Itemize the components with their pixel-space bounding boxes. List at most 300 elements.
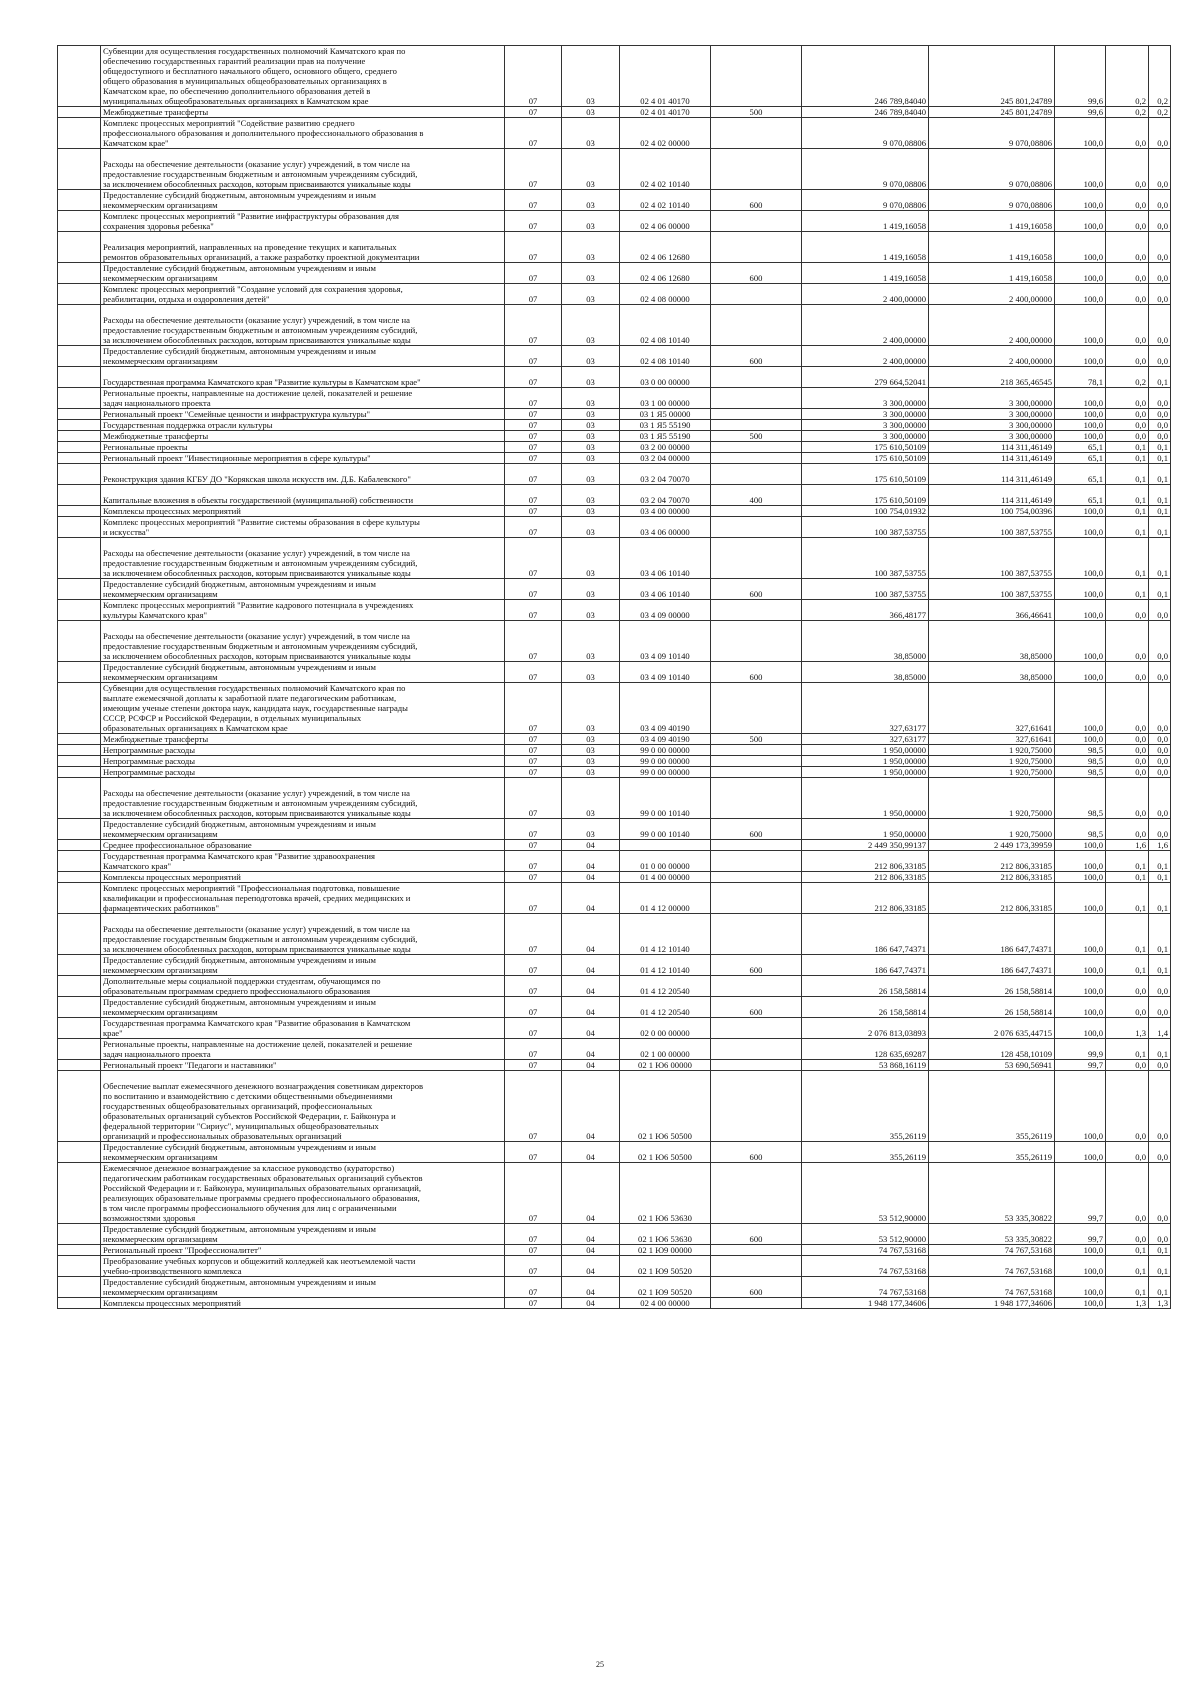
share-plan-cell: 0,1 [1106, 1277, 1149, 1298]
share-fact-cell: 0,0 [1149, 778, 1171, 819]
table-row [58, 1060, 1171, 1071]
share-plan-cell: 0,0 [1106, 683, 1149, 734]
share-fact-cell: 0,1 [1149, 914, 1171, 955]
section-code-cell: 07 [505, 149, 562, 190]
planned-amount-cell: 212 806,33185 [802, 872, 929, 883]
empty-cell [58, 851, 101, 872]
table-row [58, 914, 1171, 955]
expense-name-cell: Расходы на обеспечение деятельности (оказание услуг) учреждений, в том числе на предоставление государственным бюджетным и автономным учреждениям субсидий, за исключением обособленных расходов, которым присваиваются уникальные коды [101, 305, 505, 346]
share-fact-cell: 0,0 [1149, 662, 1171, 683]
share-fact-cell: 0,1 [1149, 506, 1171, 517]
execution-percent-cell: 100,0 [1055, 683, 1106, 734]
target-article-cell: 02 4 08 10140 [620, 305, 711, 346]
share-fact-cell: 0,1 [1149, 485, 1171, 506]
planned-amount-cell: 2 076 813,03893 [802, 1018, 929, 1039]
table-row [58, 955, 1171, 976]
actual-amount-cell: 212 806,33185 [929, 883, 1055, 914]
section-code-cell: 07 [505, 914, 562, 955]
budget-table-sheet [57, 45, 1170, 1309]
table-row [58, 1224, 1171, 1245]
target-article-cell: 02 1 Ю9 00000 [620, 1245, 711, 1256]
actual-amount-cell: 3 300,00000 [929, 431, 1055, 442]
execution-percent-cell: 100,0 [1055, 118, 1106, 149]
section-code-cell: 07 [505, 851, 562, 872]
subsection-code-cell: 03 [562, 819, 620, 840]
share-fact-cell: 0,0 [1149, 211, 1171, 232]
section-code-cell: 07 [505, 955, 562, 976]
share-plan-cell: 0,0 [1106, 284, 1149, 305]
share-plan-cell: 1,6 [1106, 840, 1149, 851]
subsection-code-cell: 03 [562, 211, 620, 232]
share-plan-cell: 0,1 [1106, 872, 1149, 883]
subsection-code-cell: 04 [562, 1039, 620, 1060]
share-fact-cell: 0,0 [1149, 431, 1171, 442]
share-fact-cell: 0,0 [1149, 683, 1171, 734]
planned-amount-cell: 100 387,53755 [802, 517, 929, 538]
share-fact-cell: 0,0 [1149, 232, 1171, 263]
expense-name-cell: Государственная поддержка отрасли культуры [101, 420, 505, 431]
expense-type-cell: 600 [711, 662, 802, 683]
subsection-code-cell: 04 [562, 1245, 620, 1256]
share-fact-cell: 0,0 [1149, 745, 1171, 756]
share-fact-cell: 0,0 [1149, 734, 1171, 745]
target-article-cell: 01 4 12 10140 [620, 955, 711, 976]
planned-amount-cell: 38,85000 [802, 621, 929, 662]
subsection-code-cell: 03 [562, 263, 620, 284]
expense-type-cell [711, 1039, 802, 1060]
share-plan-cell: 0,0 [1106, 149, 1149, 190]
expense-name-cell: Комплекс процессных мероприятий "Развитие кадрового потенциала в учреждениях культуры Камчатского края" [101, 600, 505, 621]
share-plan-cell: 0,0 [1106, 431, 1149, 442]
empty-cell [58, 485, 101, 506]
section-code-cell: 07 [505, 1224, 562, 1245]
share-plan-cell: 0,0 [1106, 662, 1149, 683]
section-code-cell: 07 [505, 517, 562, 538]
planned-amount-cell: 2 400,00000 [802, 346, 929, 367]
target-article-cell: 03 1 Я5 00000 [620, 409, 711, 420]
subsection-code-cell: 04 [562, 976, 620, 997]
expense-type-cell [711, 232, 802, 263]
planned-amount-cell: 327,63177 [802, 734, 929, 745]
planned-amount-cell: 366,48177 [802, 600, 929, 621]
target-article-cell: 99 0 00 10140 [620, 778, 711, 819]
share-fact-cell: 0,1 [1149, 1039, 1171, 1060]
empty-cell [58, 819, 101, 840]
execution-percent-cell: 100,0 [1055, 1256, 1106, 1277]
execution-percent-cell: 98,5 [1055, 767, 1106, 778]
table-row [58, 232, 1171, 263]
expense-name-cell: Региональный проект "Семейные ценности и инфраструктура культуры" [101, 409, 505, 420]
empty-cell [58, 997, 101, 1018]
share-plan-cell: 0,1 [1106, 453, 1149, 464]
table-row [58, 1163, 1171, 1224]
expense-name-cell: Региональный проект "Профессионалитет" [101, 1245, 505, 1256]
section-code-cell: 07 [505, 453, 562, 464]
empty-cell [58, 1163, 101, 1224]
table-row [58, 1142, 1171, 1163]
expense-type-cell [711, 420, 802, 431]
table-row [58, 211, 1171, 232]
table-row [58, 388, 1171, 409]
expense-name-cell: Предоставление субсидий бюджетным, автономным учреждениям и иным некоммерческим организациям [101, 346, 505, 367]
actual-amount-cell: 1 920,75000 [929, 778, 1055, 819]
planned-amount-cell: 9 070,08806 [802, 149, 929, 190]
expense-name-cell: Предоставление субсидий бюджетным, автономным учреждениям и иным некоммерческим организациям [101, 1142, 505, 1163]
actual-amount-cell: 218 365,46545 [929, 367, 1055, 388]
section-code-cell: 07 [505, 367, 562, 388]
execution-percent-cell: 100,0 [1055, 211, 1106, 232]
table-row [58, 1245, 1171, 1256]
subsection-code-cell: 03 [562, 756, 620, 767]
actual-amount-cell: 1 948 177,34606 [929, 1298, 1055, 1309]
execution-percent-cell: 78,1 [1055, 367, 1106, 388]
share-fact-cell: 1,4 [1149, 1018, 1171, 1039]
table-row [58, 149, 1171, 190]
execution-percent-cell: 99,9 [1055, 1039, 1106, 1060]
expense-type-cell [711, 46, 802, 107]
subsection-code-cell: 04 [562, 1277, 620, 1298]
table-row [58, 819, 1171, 840]
section-code-cell: 07 [505, 1039, 562, 1060]
subsection-code-cell: 03 [562, 149, 620, 190]
empty-cell [58, 734, 101, 745]
share-fact-cell: 0,1 [1149, 1245, 1171, 1256]
execution-percent-cell: 98,5 [1055, 819, 1106, 840]
share-fact-cell: 0,0 [1149, 305, 1171, 346]
expense-type-cell [711, 506, 802, 517]
expense-type-cell [711, 1245, 802, 1256]
execution-percent-cell: 100,0 [1055, 1298, 1106, 1309]
expense-type-cell [711, 1163, 802, 1224]
execution-percent-cell: 100,0 [1055, 1245, 1106, 1256]
actual-amount-cell: 2 400,00000 [929, 305, 1055, 346]
share-plan-cell: 0,1 [1106, 883, 1149, 914]
empty-cell [58, 872, 101, 883]
share-plan-cell: 0,0 [1106, 1224, 1149, 1245]
subsection-code-cell: 03 [562, 442, 620, 453]
table-row [58, 1071, 1171, 1142]
planned-amount-cell: 3 300,00000 [802, 388, 929, 409]
target-article-cell: 02 1 Ю6 00000 [620, 1060, 711, 1071]
target-article-cell: 01 4 12 20540 [620, 976, 711, 997]
planned-amount-cell: 9 070,08806 [802, 190, 929, 211]
actual-amount-cell: 114 311,46149 [929, 453, 1055, 464]
share-fact-cell: 0,1 [1149, 367, 1171, 388]
expense-type-cell [711, 1298, 802, 1309]
target-article-cell: 02 4 08 10140 [620, 346, 711, 367]
actual-amount-cell: 245 801,24789 [929, 46, 1055, 107]
empty-cell [58, 46, 101, 107]
table-row [58, 442, 1171, 453]
actual-amount-cell: 26 158,58814 [929, 997, 1055, 1018]
target-article-cell: 03 4 09 40190 [620, 734, 711, 745]
table-row [58, 997, 1171, 1018]
subsection-code-cell: 03 [562, 190, 620, 211]
target-article-cell: 99 0 00 10140 [620, 819, 711, 840]
execution-percent-cell: 100,0 [1055, 1018, 1106, 1039]
share-plan-cell: 0,0 [1106, 819, 1149, 840]
share-plan-cell: 0,1 [1106, 579, 1149, 600]
expense-name-cell: Обеспечение выплат ежемесячного денежного вознаграждения советникам директоров по воспитанию и взаимодействию с детскими общественными объединениями государственных общеобразовательных организаций, профессиональных образовательных организаций субъектов Российской Федерации, г. Байконура и федеральной территории "Сириус", муниципальных общеобразовательных организаций и профессиональных образовательных организаций [101, 1071, 505, 1142]
share-plan-cell: 0,0 [1106, 621, 1149, 662]
share-fact-cell: 0,1 [1149, 1256, 1171, 1277]
subsection-code-cell: 03 [562, 579, 620, 600]
empty-cell [58, 1245, 101, 1256]
subsection-code-cell: 04 [562, 1060, 620, 1071]
section-code-cell: 07 [505, 819, 562, 840]
share-fact-cell: 0,1 [1149, 538, 1171, 579]
share-plan-cell: 0,1 [1106, 442, 1149, 453]
share-plan-cell: 0,0 [1106, 118, 1149, 149]
planned-amount-cell: 2 449 350,99137 [802, 840, 929, 851]
target-article-cell: 02 4 00 00000 [620, 1298, 711, 1309]
planned-amount-cell: 53 512,90000 [802, 1163, 929, 1224]
execution-percent-cell: 100,0 [1055, 346, 1106, 367]
subsection-code-cell: 04 [562, 840, 620, 851]
target-article-cell: 02 4 06 12680 [620, 232, 711, 263]
subsection-code-cell: 03 [562, 506, 620, 517]
actual-amount-cell: 74 767,53168 [929, 1245, 1055, 1256]
section-code-cell: 07 [505, 872, 562, 883]
execution-percent-cell: 100,0 [1055, 662, 1106, 683]
share-fact-cell: 1,3 [1149, 1298, 1171, 1309]
empty-cell [58, 107, 101, 118]
table-row [58, 367, 1171, 388]
subsection-code-cell: 04 [562, 1163, 620, 1224]
actual-amount-cell: 100 754,00396 [929, 506, 1055, 517]
section-code-cell: 07 [505, 1018, 562, 1039]
execution-percent-cell: 65,1 [1055, 442, 1106, 453]
empty-cell [58, 464, 101, 485]
empty-cell [58, 745, 101, 756]
expense-name-cell: Предоставление субсидий бюджетным, автономным учреждениям и иным некоммерческим организациям [101, 1224, 505, 1245]
empty-cell [58, 1142, 101, 1163]
table-row [58, 579, 1171, 600]
expense-name-cell: Комплекс процессных мероприятий "Содействие развитию среднего профессионального образования и дополнительного профессионального образования в Камчатском крае" [101, 118, 505, 149]
empty-cell [58, 538, 101, 579]
target-article-cell: 03 4 09 10140 [620, 621, 711, 662]
subsection-code-cell: 04 [562, 872, 620, 883]
target-article-cell: 01 4 00 00000 [620, 872, 711, 883]
target-article-cell: 02 4 06 00000 [620, 211, 711, 232]
expense-type-cell: 600 [711, 1224, 802, 1245]
subsection-code-cell: 03 [562, 420, 620, 431]
empty-cell [58, 1060, 101, 1071]
section-code-cell: 07 [505, 346, 562, 367]
share-fact-cell: 0,0 [1149, 190, 1171, 211]
expense-type-cell: 600 [711, 1277, 802, 1298]
table-row [58, 872, 1171, 883]
planned-amount-cell: 175 610,50109 [802, 485, 929, 506]
expense-name-cell: Межбюджетные трансферты [101, 431, 505, 442]
section-code-cell: 07 [505, 976, 562, 997]
execution-percent-cell: 100,0 [1055, 883, 1106, 914]
target-article-cell: 03 4 09 00000 [620, 600, 711, 621]
target-article-cell: 01 4 12 20540 [620, 997, 711, 1018]
execution-percent-cell: 100,0 [1055, 284, 1106, 305]
share-fact-cell: 0,1 [1149, 883, 1171, 914]
table-row [58, 409, 1171, 420]
empty-cell [58, 1277, 101, 1298]
empty-cell [58, 914, 101, 955]
expense-type-cell [711, 305, 802, 346]
expense-name-cell: Государственная программа Камчатского края "Развитие здравоохранения Камчатского края" [101, 851, 505, 872]
target-article-cell: 02 4 02 10140 [620, 149, 711, 190]
planned-amount-cell: 53 868,16119 [802, 1060, 929, 1071]
expense-type-cell [711, 1256, 802, 1277]
empty-cell [58, 506, 101, 517]
execution-percent-cell: 100,0 [1055, 506, 1106, 517]
section-code-cell: 07 [505, 621, 562, 662]
share-plan-cell: 0,0 [1106, 211, 1149, 232]
actual-amount-cell: 9 070,08806 [929, 149, 1055, 190]
section-code-cell: 07 [505, 756, 562, 767]
planned-amount-cell: 1 950,00000 [802, 745, 929, 756]
expense-name-cell: Расходы на обеспечение деятельности (оказание услуг) учреждений, в том числе на предоставление государственным бюджетным и автономным учреждениям субсидий, за исключением обособленных расходов, которым присваиваются уникальные коды [101, 778, 505, 819]
empty-cell [58, 409, 101, 420]
share-plan-cell: 0,0 [1106, 997, 1149, 1018]
planned-amount-cell: 100 387,53755 [802, 579, 929, 600]
table-row [58, 1018, 1171, 1039]
actual-amount-cell: 327,61641 [929, 734, 1055, 745]
empty-cell [58, 431, 101, 442]
target-article-cell: 02 4 08 00000 [620, 284, 711, 305]
empty-cell [58, 840, 101, 851]
share-plan-cell: 0,0 [1106, 409, 1149, 420]
execution-percent-cell: 99,7 [1055, 1163, 1106, 1224]
target-article-cell: 02 1 Ю6 50500 [620, 1071, 711, 1142]
section-code-cell: 07 [505, 883, 562, 914]
subsection-code-cell: 03 [562, 453, 620, 464]
share-plan-cell: 0,0 [1106, 1163, 1149, 1224]
share-plan-cell: 0,1 [1106, 464, 1149, 485]
execution-percent-cell: 100,0 [1055, 388, 1106, 409]
share-fact-cell: 0,0 [1149, 621, 1171, 662]
execution-percent-cell: 100,0 [1055, 734, 1106, 745]
planned-amount-cell: 26 158,58814 [802, 997, 929, 1018]
section-code-cell: 07 [505, 442, 562, 453]
empty-cell [58, 662, 101, 683]
subsection-code-cell: 03 [562, 464, 620, 485]
expense-name-cell: Расходы на обеспечение деятельности (оказание услуг) учреждений, в том числе на предоставление государственным бюджетным и автономным учреждениям субсидий, за исключением обособленных расходов, которым присваиваются уникальные коды [101, 621, 505, 662]
expense-name-cell: Комплекс процессных мероприятий "Создание условий для сохранения здоровья, реабилитации, отдыха и оздоровления детей" [101, 284, 505, 305]
empty-cell [58, 442, 101, 453]
share-fact-cell: 0,0 [1149, 1142, 1171, 1163]
table-row [58, 745, 1171, 756]
expense-name-cell: Региональные проекты, направленные на достижение целей, показателей и решение задач национального проекта [101, 1039, 505, 1060]
share-fact-cell: 0,0 [1149, 1224, 1171, 1245]
section-code-cell: 07 [505, 778, 562, 819]
expense-type-cell [711, 745, 802, 756]
share-plan-cell: 0,0 [1106, 976, 1149, 997]
expense-type-cell: 600 [711, 955, 802, 976]
expense-type-cell: 600 [711, 263, 802, 284]
planned-amount-cell: 2 400,00000 [802, 305, 929, 346]
execution-percent-cell: 100,0 [1055, 420, 1106, 431]
table-row [58, 840, 1171, 851]
target-article-cell: 02 4 01 40170 [620, 46, 711, 107]
section-code-cell: 07 [505, 1163, 562, 1224]
share-fact-cell: 0,1 [1149, 442, 1171, 453]
share-plan-cell: 0,1 [1106, 1039, 1149, 1060]
actual-amount-cell: 366,46641 [929, 600, 1055, 621]
planned-amount-cell: 1 950,00000 [802, 778, 929, 819]
share-fact-cell: 0,0 [1149, 388, 1171, 409]
expense-name-cell: Реализация мероприятий, направленных на проведение текущих и капитальных ремонтов образовательных организаций, а также разработку проектной документации [101, 232, 505, 263]
planned-amount-cell: 212 806,33185 [802, 883, 929, 914]
execution-percent-cell: 100,0 [1055, 840, 1106, 851]
empty-cell [58, 346, 101, 367]
share-plan-cell: 0,0 [1106, 767, 1149, 778]
execution-percent-cell: 100,0 [1055, 149, 1106, 190]
share-plan-cell: 0,1 [1106, 538, 1149, 579]
table-row [58, 883, 1171, 914]
share-plan-cell: 0,2 [1106, 46, 1149, 107]
target-article-cell: 02 0 00 00000 [620, 1018, 711, 1039]
share-fact-cell: 0,0 [1149, 346, 1171, 367]
share-fact-cell: 0,1 [1149, 851, 1171, 872]
section-code-cell: 07 [505, 840, 562, 851]
expense-name-cell: Предоставление субсидий бюджетным, автономным учреждениям и иным некоммерческим организациям [101, 263, 505, 284]
table-body [58, 46, 1171, 1309]
planned-amount-cell: 1 950,00000 [802, 819, 929, 840]
actual-amount-cell: 53 335,30822 [929, 1224, 1055, 1245]
section-code-cell: 07 [505, 579, 562, 600]
expense-type-cell [711, 621, 802, 662]
expense-name-cell: Государственная программа Камчатского края "Развитие культуры в Камчатском крае" [101, 367, 505, 388]
planned-amount-cell: 100 387,53755 [802, 538, 929, 579]
expense-name-cell: Реконструкция здания КГБУ ДО "Корякская школа искусств им. Д.Б. Кабалевского" [101, 464, 505, 485]
empty-cell [58, 420, 101, 431]
expense-type-cell [711, 538, 802, 579]
expense-name-cell: Региональные проекты, направленные на достижение целей, показателей и решение задач национального проекта [101, 388, 505, 409]
expense-name-cell: Среднее профессиональное образование [101, 840, 505, 851]
share-plan-cell: 0,1 [1106, 1245, 1149, 1256]
table-row [58, 284, 1171, 305]
section-code-cell: 07 [505, 118, 562, 149]
table-row [58, 778, 1171, 819]
expense-type-cell: 600 [711, 1142, 802, 1163]
subsection-code-cell: 03 [562, 485, 620, 506]
expense-name-cell: Дополнительные меры социальной поддержки студентам, обучающимся по образовательным программам среднего профессионального образования [101, 976, 505, 997]
table-row [58, 453, 1171, 464]
share-fact-cell: 0,2 [1149, 46, 1171, 107]
subsection-code-cell: 04 [562, 1142, 620, 1163]
empty-cell [58, 883, 101, 914]
expense-type-cell: 600 [711, 997, 802, 1018]
expense-type-cell [711, 453, 802, 464]
actual-amount-cell: 74 767,53168 [929, 1256, 1055, 1277]
empty-cell [58, 976, 101, 997]
share-plan-cell: 0,0 [1106, 1142, 1149, 1163]
target-article-cell: 02 4 02 10140 [620, 190, 711, 211]
empty-cell [58, 955, 101, 976]
execution-percent-cell: 100,0 [1055, 232, 1106, 263]
execution-percent-cell: 99,6 [1055, 107, 1106, 118]
empty-cell [58, 579, 101, 600]
share-fact-cell: 0,1 [1149, 464, 1171, 485]
empty-cell [58, 767, 101, 778]
execution-percent-cell: 100,0 [1055, 190, 1106, 211]
target-article-cell: 03 4 00 00000 [620, 506, 711, 517]
subsection-code-cell: 04 [562, 1256, 620, 1277]
section-code-cell: 07 [505, 1256, 562, 1277]
share-fact-cell: 0,0 [1149, 149, 1171, 190]
subsection-code-cell: 03 [562, 232, 620, 263]
table-row [58, 107, 1171, 118]
table-row [58, 118, 1171, 149]
section-code-cell: 07 [505, 232, 562, 263]
